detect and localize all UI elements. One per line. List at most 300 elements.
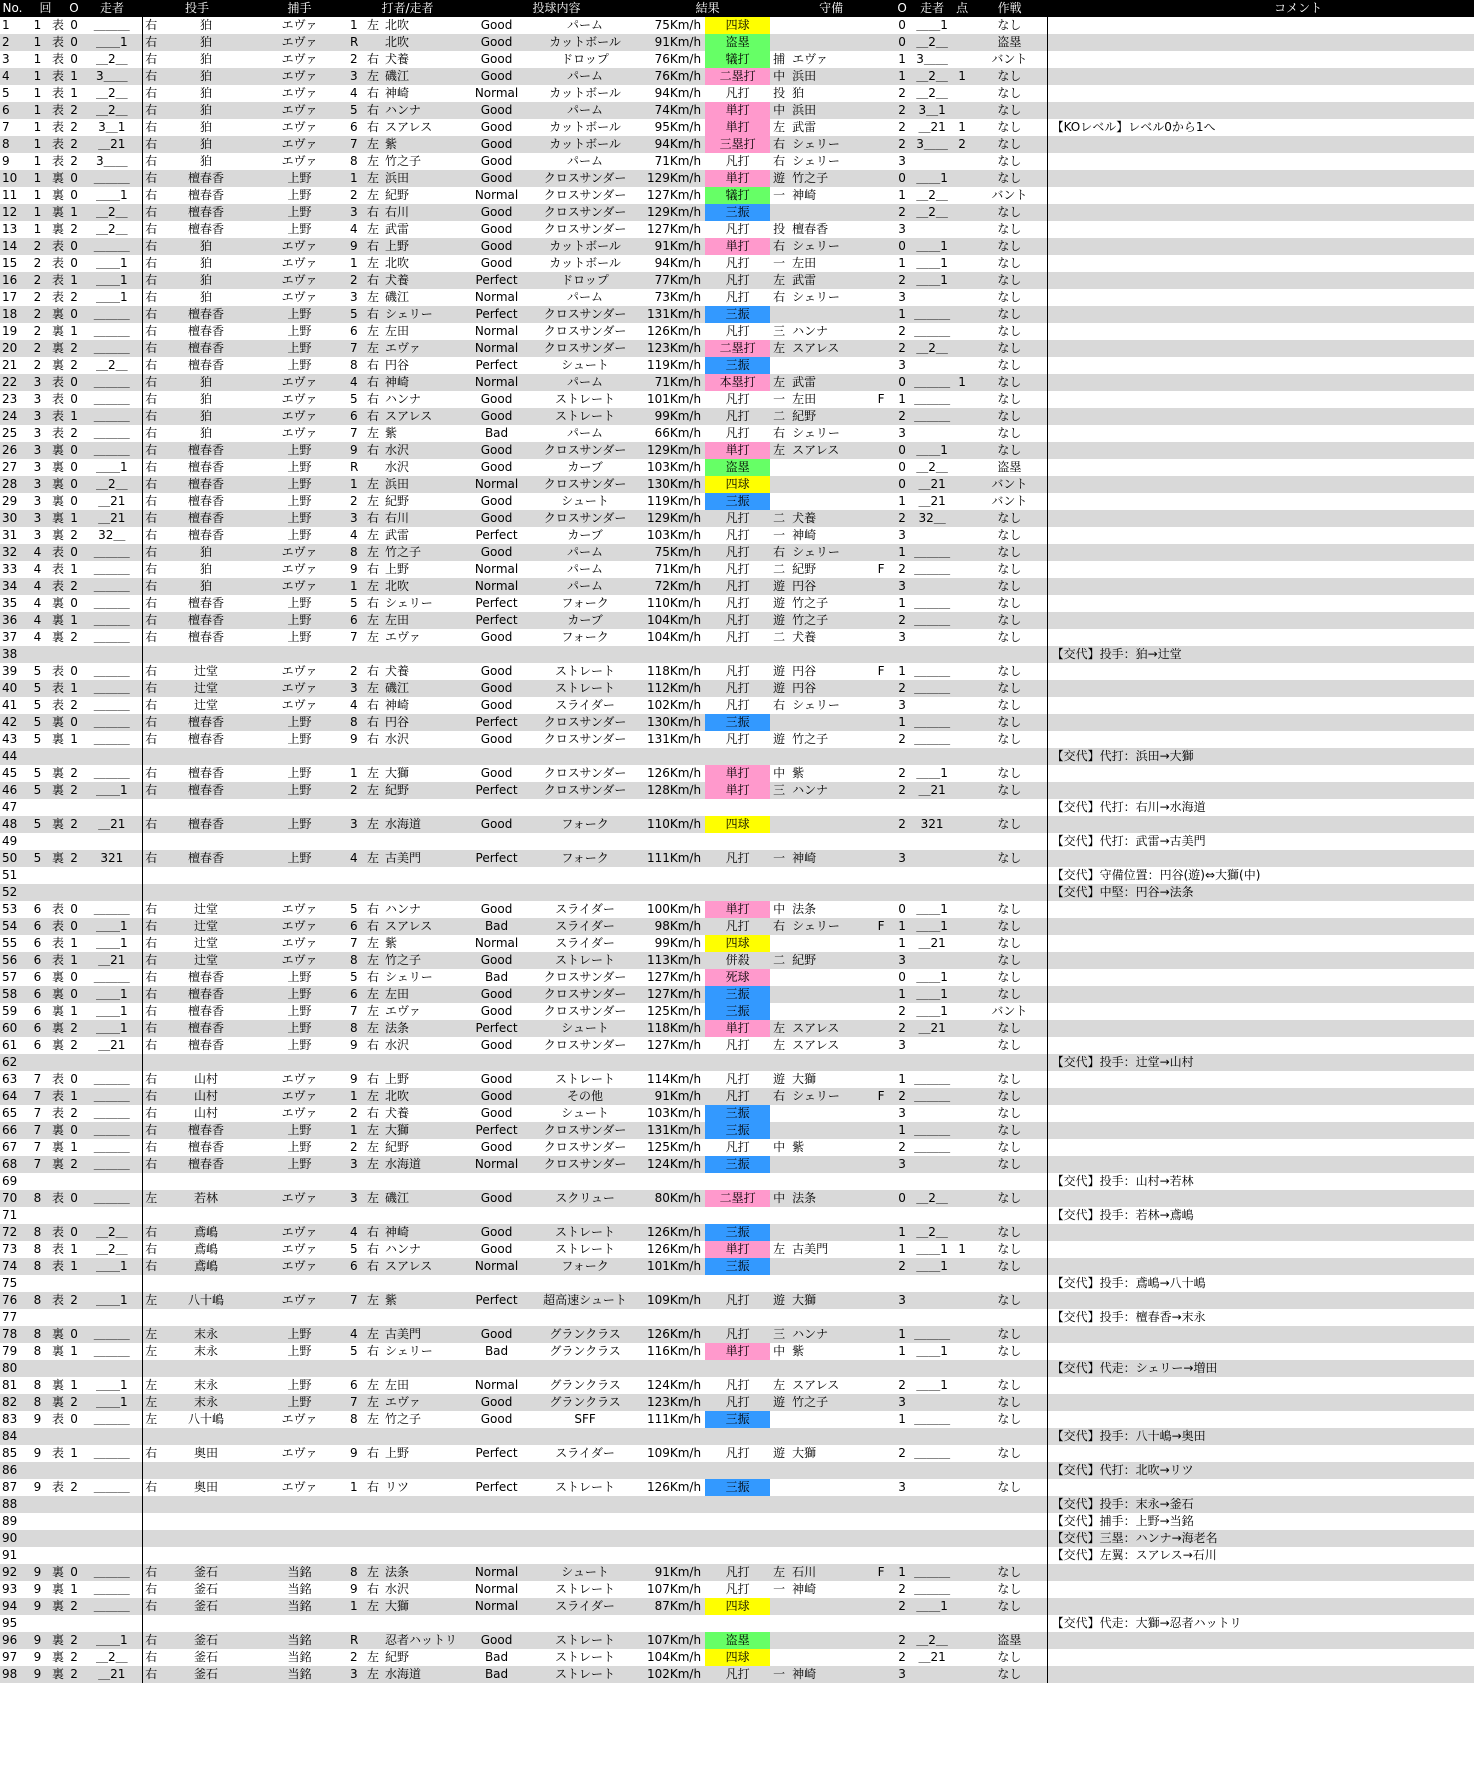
cell-pitch: スライダー	[525, 918, 645, 935]
cell-q: Normal	[468, 561, 525, 578]
cell-o2	[892, 1462, 912, 1479]
cell-inn	[25, 1530, 50, 1547]
cell-fn: シェリー	[788, 289, 870, 306]
cell-r2: ＿＿＿	[914, 1565, 951, 1579]
cell-fp: 捕	[770, 51, 788, 68]
cell-r: ＿＿＿	[82, 238, 142, 255]
cell-c: 上野	[252, 816, 347, 833]
cell-r2: ＿＿1	[912, 17, 952, 34]
cell-o2: 0	[892, 476, 912, 493]
cell-bh: 右	[367, 205, 380, 219]
cell-q: Normal	[468, 1156, 525, 1173]
cell-c: エヴァ	[252, 1258, 347, 1275]
cell-q	[468, 1309, 525, 1326]
cell-tb: 表	[52, 375, 65, 389]
cell-pt: 右	[142, 102, 160, 119]
cell-no: 40	[0, 680, 25, 697]
cell-r	[82, 1615, 142, 1632]
cell-q: Bad	[468, 969, 525, 986]
cell-fn	[788, 714, 870, 731]
cell-o: 0	[66, 306, 82, 323]
cell-fe	[870, 697, 892, 714]
cell-p: 檀春香	[160, 510, 252, 527]
cell-no: 43	[0, 731, 25, 748]
cell-r2	[912, 697, 952, 714]
cell-tb: 裏	[52, 613, 65, 627]
cell-r2	[912, 1275, 952, 1292]
cell-bo	[347, 799, 365, 816]
cell-tb: 表	[52, 936, 65, 950]
cell-r2	[912, 1173, 952, 1190]
cell-o2: 2	[892, 612, 912, 629]
cell-r	[82, 1054, 142, 1071]
cell-r2: ＿＿＿	[914, 681, 951, 695]
cell-inn: 3	[25, 425, 50, 442]
cell-r: ＿＿＿	[82, 1190, 142, 1207]
cell-q: Normal	[468, 289, 525, 306]
cell-r2: ＿＿1	[912, 901, 952, 918]
cell-c: 当銘	[252, 1564, 347, 1581]
cell-tb: 裏	[52, 1123, 65, 1137]
cell-bat: 浜田	[381, 476, 468, 493]
cell-r2: ＿＿＿	[914, 307, 951, 321]
table-row	[0, 1258, 1474, 1275]
cell-o: 2	[66, 340, 82, 357]
cell-o2	[892, 1530, 912, 1547]
header-runners-after: 走者	[912, 0, 952, 17]
cell-fn	[788, 1547, 870, 1564]
cell-fe	[870, 527, 892, 544]
cell-fe	[870, 170, 892, 187]
cell-bat: 水海道	[381, 1156, 468, 1173]
cell-c: エヴァ	[252, 102, 347, 119]
cell-r	[82, 1173, 142, 1190]
cell-bh: 右	[367, 52, 380, 66]
cell-pitch: パーム	[525, 17, 645, 34]
cell-bat: 水沢	[381, 1037, 468, 1054]
cell-spd: 127Km/h	[645, 969, 705, 986]
cell-pt	[142, 1207, 160, 1224]
cell-tb: 裏	[52, 205, 65, 219]
cell-fp	[770, 1513, 788, 1530]
cell-bat: 北吹	[381, 578, 468, 595]
cell-fe	[870, 901, 892, 918]
cell-p	[160, 833, 252, 850]
cell-inn: 7	[25, 1139, 50, 1156]
cell-c	[252, 748, 347, 765]
cell-c	[252, 884, 347, 901]
cell-pitch: スライダー	[525, 1598, 645, 1615]
cell-bat	[381, 1496, 468, 1513]
cell-r2: ＿＿＿	[914, 545, 951, 559]
cell-r2: ＿＿1	[912, 255, 952, 272]
cell-bat: 上野	[381, 1445, 468, 1462]
cell-p: 奥田	[160, 1445, 252, 1462]
cell-c: 上野	[252, 1020, 347, 1037]
cell-inn: 8	[25, 1326, 50, 1343]
cell-pitch: パーム	[525, 153, 645, 170]
cell-pt	[142, 1360, 160, 1377]
cell-bat: 紀野	[381, 493, 468, 510]
cell-res: 凡打	[705, 272, 770, 289]
cell-p: 檀春香	[160, 986, 252, 1003]
cell-bat: エヴァ	[381, 340, 468, 357]
cell-r2: ＿＿＿	[914, 409, 951, 423]
cell-spd: 77Km/h	[645, 272, 705, 289]
cell-fn: シェリー	[788, 238, 870, 255]
cell-bh	[365, 1547, 381, 1564]
cell-bo: 6	[347, 119, 365, 136]
cell-tb: 裏	[52, 766, 65, 780]
cell-com: 【交代】三塁：ハンナ→海老名	[1047, 1530, 1474, 1547]
cell-spd	[645, 833, 705, 850]
cell-spd: 129Km/h	[645, 510, 705, 527]
cell-pts	[952, 867, 972, 884]
cell-fe	[870, 255, 892, 272]
cell-bo: 2	[347, 663, 365, 680]
cell-pt: 右	[142, 68, 160, 85]
cell-o: 1	[66, 952, 82, 969]
cell-p	[160, 1054, 252, 1071]
cell-com	[1047, 442, 1474, 459]
cell-inn: 9	[25, 1666, 50, 1683]
cell-st: なし	[972, 697, 1047, 714]
cell-com	[1047, 1394, 1474, 1411]
cell-st: なし	[972, 306, 1047, 323]
cell-p: 檀春香	[160, 1003, 252, 1020]
cell-pt: 右	[142, 408, 160, 425]
cell-r: 3＿＿	[82, 68, 142, 85]
cell-tb: 裏	[52, 324, 65, 338]
cell-q: Good	[468, 1394, 525, 1411]
cell-st: なし	[972, 1343, 1047, 1360]
cell-bh: 左	[367, 324, 380, 338]
cell-bat: ハンナ	[381, 1241, 468, 1258]
cell-o2	[892, 884, 912, 901]
cell-res: 単打	[705, 238, 770, 255]
cell-inn: 7	[25, 1156, 50, 1173]
cell-bat: 竹之子	[381, 952, 468, 969]
cell-st: なし	[972, 595, 1047, 612]
cell-bo	[347, 1513, 365, 1530]
cell-q: Perfect	[468, 306, 525, 323]
cell-bo	[347, 833, 365, 850]
cell-spd: 116Km/h	[645, 1343, 705, 1360]
cell-p: 檀春香	[160, 969, 252, 986]
cell-fp: 中	[770, 901, 788, 918]
cell-bat	[381, 1360, 468, 1377]
cell-fp: 左	[770, 272, 788, 289]
cell-tb: 裏	[52, 1378, 65, 1392]
cell-no: 8	[0, 136, 25, 153]
cell-no: 63	[0, 1071, 25, 1088]
cell-st	[972, 1275, 1047, 1292]
table-row	[0, 697, 1474, 714]
cell-o: 0	[66, 1564, 82, 1581]
cell-r2: ＿＿＿	[914, 596, 951, 610]
cell-c: 上野	[252, 306, 347, 323]
cell-o2: 1	[892, 1343, 912, 1360]
cell-no: 62	[0, 1054, 25, 1071]
cell-pt: 右	[142, 952, 160, 969]
cell-c: 上野	[252, 765, 347, 782]
cell-pt	[142, 1275, 160, 1292]
cell-fn: 竹之子	[788, 595, 870, 612]
cell-fe	[870, 1037, 892, 1054]
cell-inn: 3	[25, 391, 50, 408]
cell-pt	[142, 1513, 160, 1530]
table-row	[0, 1292, 1474, 1309]
cell-pts	[952, 1139, 972, 1156]
table-row	[0, 1632, 1474, 1649]
cell-c: 上野	[252, 1156, 347, 1173]
cell-st: なし	[972, 1411, 1047, 1428]
cell-st: なし	[972, 1479, 1047, 1496]
cell-pts	[952, 1207, 972, 1224]
cell-no: 42	[0, 714, 25, 731]
cell-r2: 3＿＿	[912, 136, 952, 153]
cell-res: 凡打	[705, 629, 770, 646]
cell-r: ＿＿1	[82, 1020, 142, 1037]
cell-bh: 右	[367, 596, 380, 610]
cell-no: 33	[0, 561, 25, 578]
cell-inn: 4	[25, 595, 50, 612]
cell-pitch: グランクラス	[525, 1377, 645, 1394]
cell-bat: 北吹	[381, 17, 468, 34]
cell-spd: 76Km/h	[645, 68, 705, 85]
cell-inn: 4	[25, 544, 50, 561]
cell-p	[160, 1547, 252, 1564]
cell-o2: 2	[892, 204, 912, 221]
cell-pitch: ストレート	[525, 1479, 645, 1496]
cell-com	[1047, 170, 1474, 187]
cell-com	[1047, 1037, 1474, 1054]
cell-no: 95	[0, 1615, 25, 1632]
cell-res: 三塁打	[705, 136, 770, 153]
cell-fe	[870, 68, 892, 85]
cell-bat: 紀野	[381, 1649, 468, 1666]
cell-o: 0	[66, 1326, 82, 1343]
cell-inn: 1	[25, 187, 50, 204]
cell-fp	[770, 1598, 788, 1615]
cell-res: 凡打	[705, 918, 770, 935]
cell-bo: R	[347, 459, 365, 476]
table-row	[0, 1479, 1474, 1496]
cell-o2: 2	[892, 340, 912, 357]
cell-o: 1	[66, 204, 82, 221]
cell-bat: 磯江	[381, 68, 468, 85]
cell-res: 四球	[705, 935, 770, 952]
cell-pts	[952, 714, 972, 731]
cell-o2: 3	[892, 850, 912, 867]
cell-q	[468, 646, 525, 663]
cell-bh	[365, 459, 381, 476]
cell-fe	[870, 1360, 892, 1377]
cell-r2	[912, 1207, 952, 1224]
cell-res: 凡打	[705, 1037, 770, 1054]
cell-spd: 127Km/h	[645, 187, 705, 204]
cell-com	[1047, 510, 1474, 527]
cell-fn: 法条	[788, 901, 870, 918]
cell-o2: 2	[892, 816, 912, 833]
cell-o: 0	[66, 969, 82, 986]
cell-no: 18	[0, 306, 25, 323]
cell-bo: 8	[347, 153, 365, 170]
cell-tb: 裏	[52, 1157, 65, 1171]
cell-no: 14	[0, 238, 25, 255]
cell-bh: 左	[367, 1395, 380, 1409]
cell-o2	[892, 1496, 912, 1513]
cell-pts	[952, 1037, 972, 1054]
cell-pt: 右	[142, 1020, 160, 1037]
cell-spd: 112Km/h	[645, 680, 705, 697]
cell-p: 末永	[160, 1343, 252, 1360]
cell-com	[1047, 51, 1474, 68]
cell-com	[1047, 204, 1474, 221]
cell-fp	[770, 646, 788, 663]
cell-pitch: シュート	[525, 1020, 645, 1037]
cell-o2: 3	[892, 578, 912, 595]
cell-no: 5	[0, 85, 25, 102]
cell-c	[252, 1360, 347, 1377]
cell-no: 38	[0, 646, 25, 663]
cell-inn: 7	[25, 1088, 50, 1105]
cell-c	[252, 1547, 347, 1564]
cell-o: 1	[66, 1581, 82, 1598]
cell-pt: 右	[142, 442, 160, 459]
cell-fp	[770, 1054, 788, 1071]
cell-p: 檀春香	[160, 527, 252, 544]
cell-fe	[870, 1513, 892, 1530]
cell-no: 66	[0, 1122, 25, 1139]
cell-pt: 右	[142, 850, 160, 867]
cell-com	[1047, 527, 1474, 544]
cell-q: Perfect	[468, 1122, 525, 1139]
cell-fn: 古美門	[788, 1241, 870, 1258]
cell-r	[82, 833, 142, 850]
cell-pts	[952, 1632, 972, 1649]
cell-pitch	[525, 1530, 645, 1547]
table-row	[0, 204, 1474, 221]
cell-pitch: グランクラス	[525, 1326, 645, 1343]
cell-bh: 左	[367, 545, 380, 559]
cell-bo	[347, 646, 365, 663]
cell-spd: 99Km/h	[645, 408, 705, 425]
cell-o: 0	[66, 34, 82, 51]
cell-o2: 2	[892, 272, 912, 289]
cell-st: なし	[972, 680, 1047, 697]
cell-res: 四球	[705, 816, 770, 833]
cell-c: エヴァ	[252, 408, 347, 425]
cell-r2	[912, 1105, 952, 1122]
cell-res	[705, 1309, 770, 1326]
cell-bh: 左	[367, 1378, 380, 1392]
cell-o	[66, 1547, 82, 1564]
cell-bo	[347, 1530, 365, 1547]
cell-o: 2	[66, 1292, 82, 1309]
cell-no: 47	[0, 799, 25, 816]
cell-r2: ＿2＿	[912, 340, 952, 357]
cell-fn: 紀野	[788, 561, 870, 578]
cell-st: なし	[972, 935, 1047, 952]
cell-q: Bad	[468, 918, 525, 935]
cell-tb	[50, 1547, 66, 1564]
cell-tb: 裏	[52, 1633, 65, 1647]
cell-pt: 右	[142, 663, 160, 680]
cell-r: ＿＿＿	[82, 561, 142, 578]
cell-tb: 裏	[52, 1395, 65, 1409]
cell-pt: 右	[142, 1156, 160, 1173]
cell-pitch: シュート	[525, 493, 645, 510]
cell-r2: ＿2＿	[912, 459, 952, 476]
cell-o: 0	[66, 918, 82, 935]
cell-p: 若林	[160, 1190, 252, 1207]
cell-fp: 二	[770, 510, 788, 527]
cell-st: なし	[972, 561, 1047, 578]
cell-spd: 126Km/h	[645, 1241, 705, 1258]
cell-st: なし	[972, 1122, 1047, 1139]
cell-tb: 表	[52, 562, 65, 576]
cell-bh: 右	[367, 715, 380, 729]
cell-o2: 0	[892, 374, 912, 391]
table-row	[0, 1326, 1474, 1343]
cell-pitch	[525, 884, 645, 901]
cell-pt: 右	[142, 1598, 160, 1615]
cell-bat	[381, 1513, 468, 1530]
cell-pt: 右	[142, 561, 160, 578]
cell-inn: 1	[25, 170, 50, 187]
cell-r: ＿＿＿	[82, 374, 142, 391]
cell-bh: 右	[367, 664, 380, 678]
cell-bo: 1	[347, 255, 365, 272]
header-batter: 打者/走者	[347, 0, 468, 17]
cell-pitch	[525, 1428, 645, 1445]
cell-fe	[870, 442, 892, 459]
cell-spd: 80Km/h	[645, 1190, 705, 1207]
header-runners: 走者	[82, 0, 142, 17]
cell-no: 7	[0, 119, 25, 136]
cell-st: なし	[972, 1088, 1047, 1105]
cell-inn: 6	[25, 986, 50, 1003]
cell-fe	[870, 1598, 892, 1615]
cell-c: 上野	[252, 731, 347, 748]
cell-pts	[952, 1445, 972, 1462]
cell-fp: 一	[770, 255, 788, 272]
cell-bo: 9	[347, 1037, 365, 1054]
cell-fp: 一	[770, 391, 788, 408]
cell-bo: 8	[347, 952, 365, 969]
cell-res: 二塁打	[705, 68, 770, 85]
cell-tb: 裏	[52, 341, 65, 355]
cell-no: 76	[0, 1292, 25, 1309]
cell-fp: 右	[770, 136, 788, 153]
cell-inn: 4	[25, 612, 50, 629]
cell-st	[972, 867, 1047, 884]
cell-st	[972, 1309, 1047, 1326]
cell-com	[1047, 1479, 1474, 1496]
cell-fe	[870, 884, 892, 901]
cell-fe	[870, 748, 892, 765]
cell-o: 1	[66, 85, 82, 102]
cell-pitch: ストレート	[525, 1581, 645, 1598]
cell-com: 【交代】投手：辻堂→山村	[1047, 1054, 1474, 1071]
cell-spd: 114Km/h	[645, 1071, 705, 1088]
cell-tb: 表	[52, 392, 65, 406]
cell-pt: 右	[142, 136, 160, 153]
cell-bat: 左田	[381, 323, 468, 340]
cell-fe	[870, 646, 892, 663]
cell-pitch: SFF	[525, 1411, 645, 1428]
